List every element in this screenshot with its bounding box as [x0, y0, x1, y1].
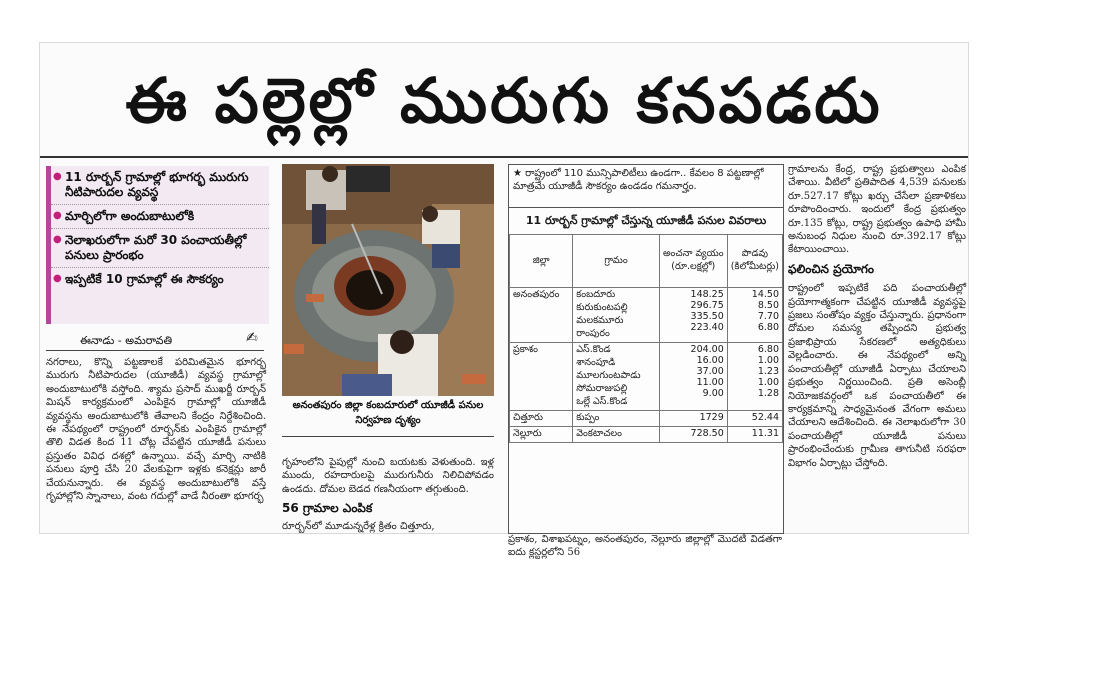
cell-cost-value: 335.50 [690, 311, 724, 322]
table-title: 11 రూర్బన్ గ్రామాల్లో చేస్తున్న యూజీడీ పనుల వివరాలు [509, 207, 783, 235]
cell-cost-value: 223.40 [690, 322, 724, 333]
works-table-box [508, 164, 784, 534]
column-2b-text: రూర్బన్‌లో మూడున్నరేళ్ల క్రితం చిత్తూరు, [282, 520, 435, 532]
cell-cost-value: 37.00 [696, 366, 724, 377]
cell-village-value: కురుకుంటపల్లి [576, 302, 628, 313]
byline-rule [46, 350, 264, 351]
cell-cost-value: 204.00 [690, 344, 724, 355]
header-district: జిల్లా [510, 235, 573, 288]
table-row [510, 288, 783, 343]
cell-length-value: 14.50 [751, 289, 779, 300]
subhead-result: ఫలించిన ప్రయోగం [788, 261, 875, 276]
cell-length [727, 288, 782, 343]
cell-cost-value: 1729 [699, 412, 724, 423]
cell-village-value: సోమరాజుపల్లి [576, 383, 628, 394]
cell-village [573, 427, 659, 443]
cell-village-value: మూలగుంటపాడు [576, 370, 641, 381]
cell-district [510, 411, 573, 427]
cell-village [573, 411, 659, 427]
pen-icon: ✍ [246, 330, 258, 346]
cell-length-value: 1.23 [757, 366, 779, 377]
cell-length [727, 411, 782, 427]
district-name: అనంతపురం [513, 289, 560, 300]
cell-cost-value: 16.00 [696, 355, 724, 366]
cell-length-value: 1.28 [757, 388, 779, 399]
cell-length-value: 1.00 [757, 355, 779, 366]
cell-district [510, 427, 573, 443]
header-village: గ్రామం [573, 235, 659, 288]
cell-village [573, 288, 659, 343]
cell-village-value: రాంపురం [576, 328, 610, 339]
cell-cost [659, 427, 727, 443]
cell-cost [659, 343, 727, 411]
cell-village-value: కంబదూరు [576, 289, 616, 300]
subhead-56-villages: 56 గ్రామాల ఎంపిక [282, 501, 373, 516]
cell-district [510, 343, 573, 411]
byline [80, 330, 260, 350]
cell-district [510, 288, 573, 343]
photo-caption: అనంతపురం జిల్లా కంబదూరులో యూజీడీ పనుల నిర్వహణ దృశ్యం [282, 398, 494, 437]
newspaper-clipping [39, 42, 969, 559]
column-3-text: గ్రామాలను కేంద్ర, రాష్ట్ర ప్రభుత్వాలు ఎంపిక చేశాయి. వీటిలో ప్రతిపాదిత 4,539 పనులకు రూ.527.17 కోట్లు ఖర్చు చేసేలా ప్రణాళికలు రూపొందించారు. ఇందులో కేంద్ర ప్రభుత్వం రూ.135 కోట్లు, రాష్ట్ర ప్రభుత్వం ఉపాధి హామీ అనుబంధ నిధుల నుంచి రూ.392.17 కోట్లు కేటాయించాయి. [788, 164, 966, 256]
works-table [509, 234, 783, 443]
cell-village-value: వెంకటాచలం [576, 428, 622, 439]
cell-cost-value: 296.75 [690, 300, 724, 311]
highlights-box [46, 166, 269, 324]
article-column-3 [788, 163, 966, 532]
byline-text: ఈనాడు - అమరావతి [80, 334, 173, 347]
cell-cost-value: 728.50 [690, 428, 724, 439]
cell-cost-value: 11.00 [696, 377, 724, 388]
highlight-item: ● నెలాఖరులోగా మరో 30 పంచాయతీల్లో పనులు ప్రారంభం [51, 229, 269, 268]
workers-at-manhole-image [282, 164, 494, 396]
highlight-item: ● ఇప్పటికే 10 గ్రామాల్లో ఈ సౌకర్యం [51, 268, 269, 291]
cell-village-value: మలకమూరు [576, 315, 624, 326]
bottom-strip: ప్రకాశం, విశాఖపట్నం, అనంతపురం, నెల్లూరు జిల్లాల్లో మొదటి విడతగా ఐదు క్లస్టర్లలోని 56 [508, 534, 782, 559]
article-column-2 [282, 456, 494, 532]
highlight-item: ● 11 రూర్బన్ గ్రామాల్లో భూగర్భ మురుగు నీటిపారుదల వ్యవస్థ [51, 166, 269, 205]
cell-length-value: 7.70 [757, 311, 779, 322]
cell-length-value: 6.80 [757, 344, 779, 355]
cell-village-value: ఎస్.కొండ [576, 344, 611, 355]
header-length: పొడవు (కిలోమీటర్లు) [727, 235, 782, 288]
cell-length-value: 11.31 [751, 428, 779, 439]
headline: ఈ పల్లెల్లో మురుగు కనపడదు [125, 64, 883, 137]
highlight-item: ● మార్చిలోగా అందుబాటులోకి [51, 205, 269, 229]
cell-cost [659, 288, 727, 343]
headline-rule [40, 156, 968, 158]
cell-length-value: 6.80 [757, 322, 779, 333]
cell-cost-value: 9.00 [702, 388, 724, 399]
cell-village [573, 343, 659, 411]
cell-length-value: 8.50 [757, 300, 779, 311]
table-header-row [510, 235, 783, 288]
cell-length [727, 427, 782, 443]
cell-village-value: శానంపూడి [576, 357, 616, 368]
cell-cost [659, 411, 727, 427]
table-row [510, 427, 783, 443]
district-name: ప్రకాశం [513, 344, 538, 355]
cell-village-value: ఒల్లే ఎస్.కొండ [576, 396, 628, 407]
column-2-text: గృహంలోని పైపుల్లో నుంచి బయటకు వెళుతుంది. ఇళ్ల ముందు, రహదారులపై మురుగునీరు నిలిచిపోవడం ఉండదు. దోమల బెడద గణనీయంగా తగ్గుతుంది. [282, 457, 494, 495]
cell-length [727, 343, 782, 411]
cell-length-value: 52.44 [751, 412, 779, 423]
column-3b-text: రాష్ట్రంలో ఇప్పటికే పది పంచాయతీల్లో ప్రయోగాత్మకంగా చేపట్టిన యూజీడీ వ్యవస్థపై ప్రజలు సంతోషం వ్యక్తం చేస్తున్నారు. ప్రధానంగా దోమల సమస్య తప్పిందని ప్రభుత్వ ప్రజాభిప్రాయ సేకరణలో అత్యధికులు వెల్లడించారు. ఈ నేపథ్యంలో అన్ని పంచాయతీల్లో యూజీడీ ఏర్పాటు చేయాలని ప్రభుత్వం నిర్ణయించింది. ప్రతి అసెంబ్లీ నియోజకవర్గంలో ఒక పంచాయతీలో ఈ కార్యక్రమాన్ని సాధ్యమైనంత వేగంగా అమలు చేయాలని ఆదేశించింది. ఈ నెలాఖరులోగా 30 పంచాయతీల్లో యూజీడీ పనులు ప్రారంభించేందుకు గ్రామీణ తాగునీటి సరఫరా విభాగం ఏర్పాట్లు చేస్తోంది. [788, 283, 966, 469]
district-name: చిత్తూరు [513, 412, 543, 423]
header-cost: అంచనా వ్యయం (రూ.లక్షల్లో) [659, 235, 727, 288]
cell-length-value: 1.00 [757, 377, 779, 388]
cell-village-value: కుప్పం [576, 412, 600, 423]
article-photo [282, 164, 494, 396]
article-column-1: నగరాలు, కొన్ని పట్టణాలకే పరిమితమైన భూగర్భ మురుగు నీటిపారుదల (యూజీడీ) వ్యవస్థ గ్రామాల్లో అందుబాటులోకి వస్తోంది. శ్యామ ప్రసాద్ ముఖర్జీ రూర్బన్ మిషన్ కార్యక్రమంలో ఎంపికైన గ్రామాల్లో యూజీడీ వ్యవస్థను అందుబాటులోకి తేవాలని కేంద్రం నిర్దేశించింది. ఈ నేపథ్యంలో రాష్ట్రంలో రూర్బన్‌కు ఎంపికైన గ్రామాల్లో తొలి విడత కింద 11 చోట్ల చేపట్టిన యూజీడీ పనులు ప్రస్తుతం వివిధ దశల్లో ఉన్నాయి. వచ్చే మార్చి నాటికి పనులు పూర్తి చేసి 20 వేలకుపైగా ఇళ్లకు కనెక్షన్లు జారీ చేయనున్నారు. ఈ వ్యవస్థ అందుబాటులోకి వస్తే గృహాల్లోని స్నానాలు, వంట గదుల్లో వాడే నీరంతా భూగర్భ [46, 357, 266, 503]
table-note: ★ రాష్ట్రంలో 110 మున్సిపాలిటీలు ఉండగా.. కేవలం 8 పట్టణాల్లో మాత్రమే యూజీడీ సౌకర్యం ఉండడం గమనార్హం. [513, 168, 764, 192]
table-row [510, 411, 783, 427]
table-row [510, 343, 783, 411]
district-name: నెల్లూరు [513, 428, 542, 439]
cell-cost-value: 148.25 [690, 289, 724, 300]
